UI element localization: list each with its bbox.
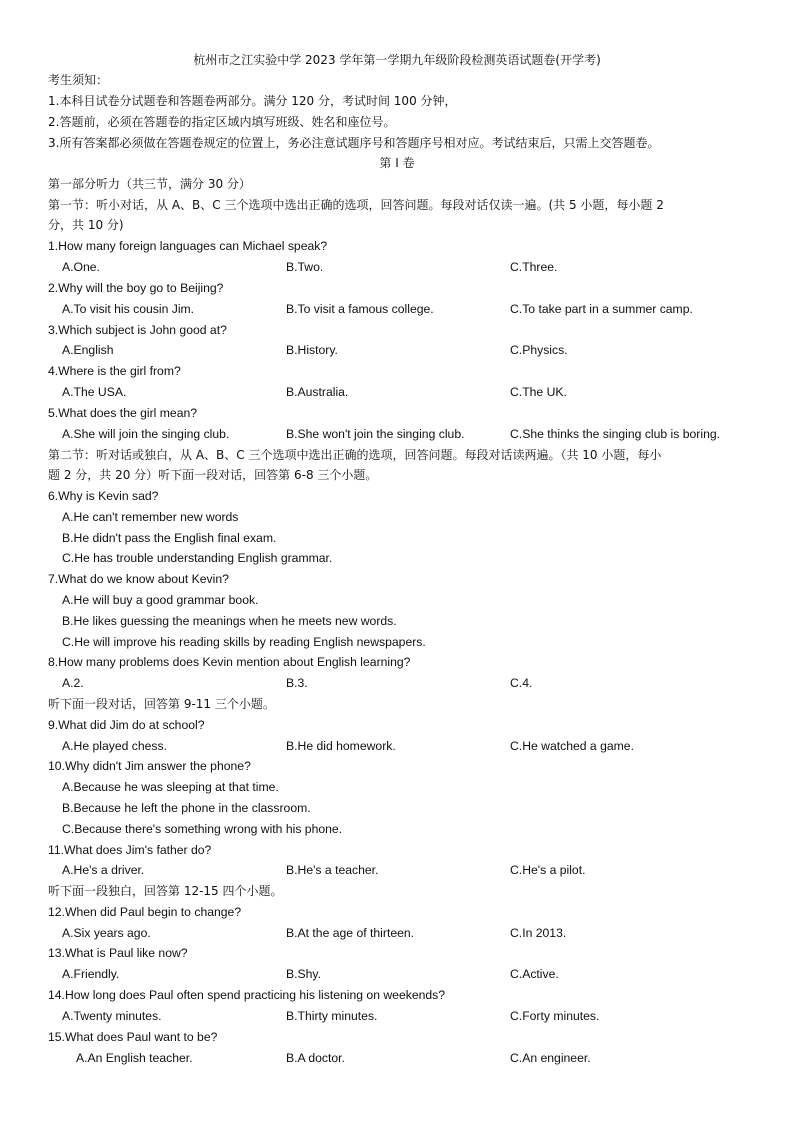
question-9: 9.What did Jim do at school? [48,718,205,732]
option-c[interactable]: C.Forty minutes. [510,1009,600,1023]
option-a[interactable]: A.English [62,343,114,357]
option-a[interactable]: A.He can't remember new words [62,510,239,524]
option-c[interactable]: C.He has trouble understanding English grammar. [62,551,333,565]
question-14-options [62,1008,762,1024]
option-c[interactable]: C.An engineer. [510,1051,591,1065]
page-title: 杭州市之江实验中学 2023 学年第一学期九年级阶段检测英语试题卷(开学考) [193,53,601,67]
option-a[interactable]: A.Friendly. [62,967,120,981]
option-c[interactable]: C.He will improve his reading skills by reading English newspapers. [62,635,426,649]
option-c[interactable]: C.Active. [510,967,559,981]
option-b[interactable]: B.3. [286,676,308,690]
question-2: 2.Why will the boy go to Beijing? [48,281,224,295]
notice-heading: 考生须知： [48,73,109,87]
question-7: 7.What do we know about Kevin? [48,572,229,586]
option-c[interactable]: C.The UK. [510,385,567,399]
option-c[interactable]: C.Physics. [510,343,568,357]
option-b[interactable]: B.To visit a famous college. [286,302,434,316]
option-b[interactable]: B.He didn't pass the English final exam. [62,531,277,545]
option-a[interactable]: A.He will buy a good grammar book. [62,593,259,607]
option-b[interactable]: B.Thirty minutes. [286,1009,378,1023]
instruction-9-11: 听下面一段对话，回答第 9-11 三个小题。 [48,697,275,711]
option-c[interactable]: C.Because there's something wrong with his phone. [62,822,343,836]
option-c[interactable]: C.4. [510,676,533,690]
question-1: 1.How many foreign languages can Michael speak? [48,239,328,253]
option-b[interactable]: B.At the age of thirteen. [286,926,415,940]
notice-item-2: 2.答题前，必须在答题卷的指定区域内填写班级、姓名和座位号。 [48,115,396,129]
option-b[interactable]: B.Because he left the phone in the classroom. [62,801,311,815]
notice-item-1: 1.本科目试卷分试题卷和答题卷两部分。满分 120 分，考试时间 100 分钟， [48,94,457,108]
option-b[interactable]: B.She won't join the singing club. [286,427,465,441]
option-b[interactable]: B.Two. [286,260,324,274]
question-9-options [62,738,762,754]
section1-instruction-line2: 分，共 10 分) [48,218,124,232]
option-b[interactable]: B.He did homework. [286,739,396,753]
question-11-options [62,862,762,878]
option-b[interactable]: B.He's a teacher. [286,863,379,877]
option-a[interactable]: A.He played chess. [62,739,168,753]
option-c[interactable]: C.To take part in a summer camp. [510,302,693,316]
option-a[interactable]: A.He's a driver. [62,863,145,877]
question-12-options [62,925,762,941]
option-a[interactable]: A.She will join the singing club. [62,427,230,441]
question-13: 13.What is Paul like now? [48,946,188,960]
option-a[interactable]: A.To visit his cousin Jim. [62,302,195,316]
option-b[interactable]: B.Shy. [286,967,321,981]
option-c[interactable]: C.He watched a game. [510,739,634,753]
question-14: 14.How long does Paul often spend practicing his listening on weekends? [48,988,446,1002]
question-8: 8.How many problems does Kevin mention about English learning? [48,655,411,669]
question-15-options [76,1050,776,1066]
notice-item-3: 3.所有答案都必须做在答题卷规定的位置上，务必注意试题序号和答题序号相对应。考试结束后，只需上交答题卷。 [48,136,660,150]
question-15: 15.What does Paul want to be? [48,1030,218,1044]
section2-instruction-line2: 题 2 分，共 20 分）听下面一段对话，回答第 6-8 三个小题。 [48,468,378,482]
option-a[interactable]: A.One. [62,260,100,274]
option-a[interactable]: A.2. [62,676,84,690]
option-c[interactable]: C.In 2013. [510,926,567,940]
option-a[interactable]: A.The USA. [62,385,127,399]
section1-instruction-line1: 第一节：听小对话，从 A、B、C 三个选项中选出正确的选项，回答问题。每段对话仅读一遍。(共 5 小题，每小题 2 [48,198,664,212]
question-3-options [62,342,762,358]
question-2-options [62,301,762,317]
option-b[interactable]: B.Australia. [286,385,349,399]
question-6: 6.Why is Kevin sad? [48,489,159,503]
volume-label: 第 I 卷 [379,156,415,170]
question-5-options [62,426,762,442]
option-c[interactable]: C.She thinks the singing club is boring. [510,427,721,441]
section2-instruction-line1: 第二节：听对话或独白，从 A、B、C 三个选项中选出正确的选项，回答问题。每段对话读两遍。（共 10 小题，每小 [48,448,662,462]
question-4: 4.Where is the girl from? [48,364,181,378]
option-a[interactable]: A.Because he was sleeping at that time. [62,780,279,794]
question-13-options [62,966,762,982]
question-1-options [62,259,762,275]
option-a[interactable]: A.An English teacher. [76,1051,193,1065]
question-10: 10.Why didn't Jim answer the phone? [48,759,251,773]
option-c[interactable]: C.He's a pilot. [510,863,586,877]
question-8-options [62,675,762,691]
option-a[interactable]: A.Six years ago. [62,926,151,940]
option-c[interactable]: C.Three. [510,260,558,274]
instruction-12-15: 听下面一段独白，回答第 12-15 四个小题。 [48,884,283,898]
option-b[interactable]: B.He likes guessing the meanings when he meets new words. [62,614,397,628]
option-b[interactable]: B.A doctor. [286,1051,345,1065]
question-5: 5.What does the girl mean? [48,406,198,420]
question-4-options [62,384,762,400]
question-11: 11.What does Jim's father do? [48,843,212,857]
part1-heading: 第一部分听力（共三节，满分 30 分） [48,177,251,191]
option-a[interactable]: A.Twenty minutes. [62,1009,162,1023]
question-3: 3.Which subject is John good at? [48,323,227,337]
question-12: 12.When did Paul begin to change? [48,905,242,919]
option-b[interactable]: B.History. [286,343,338,357]
